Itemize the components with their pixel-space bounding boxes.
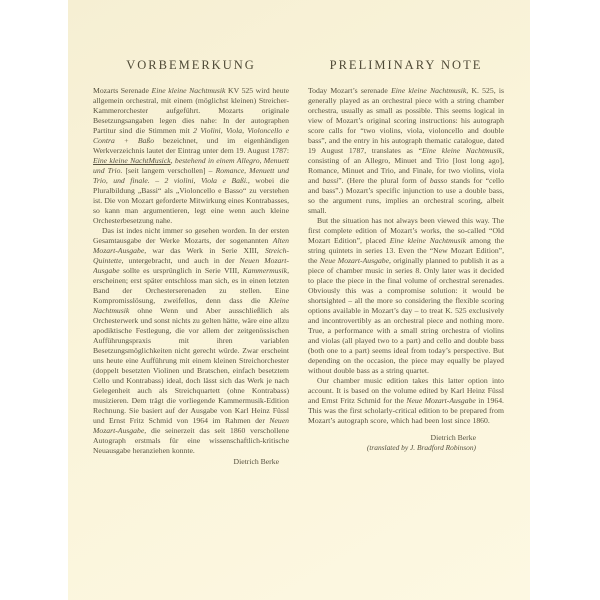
- english-paragraph-2: But the situation has not always been viewed this way. The first complete edition of Mozart’s works, the so-called “Old Mozart Edition”, placed Eine kleine Nachtmusik among the string quintets in series 13. Even the “New Mozart Edition”, the Neue Mozart-Ausgabe, originally planned to publish it as a piece of chamber music in series 8. Only later was it decided to place the piece in the final volume of orchestral serenades. Obviously this was a compromise solution: it would be shortsighted – all the more so considering the flexible scoring options available in Mozart’s day – to treat K. 525 exclusively and incontrovertibly as an orchestral piece and nothing more. True, a performance with a small string orchestra of violins and violas (all played two to a part) and cello and double bass (both one to a part) seems ideal from today’s perspective. But depending on the occasion, the piece may equally be played without double bass as a string quartet.: [308, 216, 504, 375]
- english-paragraph-1: Today Mozart’s serenade Eine kleine Nachtmusik, K. 525, is generally played as an orchestral piece with a string chamber orchestra, usually as small as possible. This seems logical in view of Mozart’s original scoring instructions: his autograph score calls for “two violins, viola, violoncello and double bass”, and the entry in his autograph thematic catalogue, dated 19 August 1787, translates as “Eine kleine Nachtmusik, consisting of an Allegro, Minuet and Trio [lost long ago], Romance, Minuet and Trio, and Finale, for two violins, viola and bassi”. (Here the plural form of basso stands for “cello and bass”.) Mozart’s specific injunction to use a double bass, so the argument runs, implies an orchestral scoring, albeit small.: [308, 86, 504, 215]
- german-paragraph-1: Mozarts Serenade Eine kleine Nachtmusik KV 525 wird heute allgemein orchestral, mit einem (möglichst kleinen) Streicher-Kammerorchester aufgeführt. Mozarts originale Besetzungsangaben legen dies nahe: In der autographen Partitur sind die Stimmen mit 2 Violini, Viola, Violoncello e Contra + Baßo bezeichnet, und im eigenhändigen Werkverzeichnis lautet der Eintrag unter dem 19. August 1787: Eine kleine NachtMusick, bestehend in einem Allegro, Menuett und Trio. [seit langem verschollen] – Romance, Menuett und Trio, und finale. – 2 violini, Viola e Baßi., wobei die Pluralbildung „Bassi“ als „Violoncello e Basso“ zu verstehen ist. Die von Mozart geforderte Mitwirkung eines Kontrabasses, so kann man argumentieren, legt eine wenn auch kleine Orchesterbesetzung nahe.: [93, 86, 289, 225]
- two-column-layout: [68, 0, 530, 467]
- english-body: [308, 86, 504, 426]
- german-body: [93, 86, 289, 456]
- english-title: PRELIMINARY NOTE: [329, 58, 483, 72]
- german-signature: Dietrich Berke: [233, 457, 279, 466]
- german-title: VORBEMERKUNG: [126, 58, 256, 72]
- german-column: [93, 58, 289, 467]
- english-column: [308, 58, 504, 467]
- book-page: [68, 0, 530, 600]
- english-paragraph-3: Our chamber music edition takes this latter option into account. It is based on the volume edited by Karl Heinz Füssl and Ernst Fritz Schmid for the Neue Mozart-Ausgabe in 1964. This was the first scholarly-critical edition to be prepared from Mozart’s autograph score, which had been lost since 1860.: [308, 376, 504, 425]
- german-paragraph-2: Das ist indes nicht immer so gesehen worden. In der ersten Gesamtausgabe der Werke Mozarts, der sogenannten Alten Mozart-Ausgabe, war das Werk in Serie XIII, Streich-Quintette, untergebracht, und auch in der Neuen Mozart-Ausgabe sollte es ursprünglich in Serie VIII, Kammermusik, erscheinen; erst später entschloss man sich, es in einen letzten Band der Orchesterserenaden zu stellen. Eine Kompromisslösung, zweifellos, denn dass die Kleine Nachtmusik ohne Wenn und Aber ausschließlich als Orchesterwerk und sonst nichts zu gelten hätte, wäre eine allzu apodiktische Festlegung, die vor allem der zeitgenössischen Aufführungspraxis mit ihren variablen Besetzungsmöglichkeiten nicht gerecht würde. Zwar erscheint uns heute eine Aufführung mit einem kleinen Streichorchester (doppelt besetzten Violinen und Bratschen, einfach besetztem Cello und Kontrabass) ideal, doch lässt sich das Werk je nach Gelegenheit auch als Streichquartett (ohne Kontrabass) musizieren. Dem trägt die vorliegende Kammermusik-Edition Rechnung. Sie basiert auf der Ausgabe von Karl Heinz Füssl und Ernst Fritz Schmid von 1964 im Rahmen der Neuen Mozart-Ausgabe, die seinerzeit das seit 1860 verschollene Autograph erstmals für eine wissenschaftlich-kritische Neuausgabe heranziehen konnte.: [93, 226, 289, 455]
- english-signature: Dietrich Berke: [430, 433, 476, 442]
- translator-credit: (translated by J. Bradford Robinson): [366, 443, 476, 452]
